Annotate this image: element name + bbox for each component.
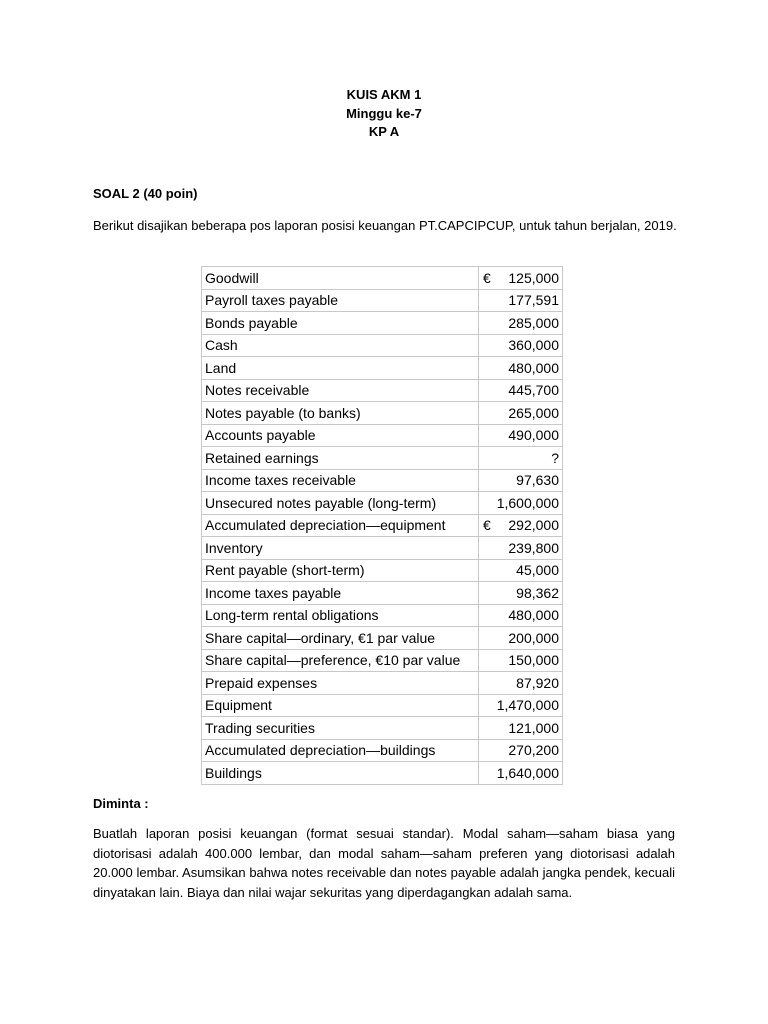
- amount-wrapper: [483, 517, 559, 533]
- table-row: [202, 604, 563, 627]
- item-name: Notes receivable: [202, 379, 479, 402]
- item-name: Unsecured notes payable (long-term): [202, 492, 479, 515]
- table-row: [202, 334, 563, 357]
- amount-wrapper: [483, 315, 559, 331]
- item-amount-cell: [479, 357, 563, 380]
- item-value: 285,000: [508, 314, 559, 331]
- item-amount-cell: [479, 559, 563, 582]
- table-row: [202, 267, 563, 290]
- table-row: [202, 559, 563, 582]
- table-row: [202, 357, 563, 380]
- item-value: 270,200: [508, 742, 559, 759]
- table-row: [202, 582, 563, 605]
- amount-wrapper: [483, 742, 559, 758]
- table-row: [202, 694, 563, 717]
- item-value: 292,000: [508, 517, 559, 534]
- amount-wrapper: [483, 562, 559, 578]
- item-name: Cash: [202, 334, 479, 357]
- item-value: 1,640,000: [496, 764, 559, 781]
- item-value: 200,000: [508, 629, 559, 646]
- item-amount-cell: [479, 469, 563, 492]
- item-value: 87,920: [516, 674, 559, 691]
- item-value: 97,630: [516, 472, 559, 489]
- item-amount-cell: [479, 582, 563, 605]
- table-row: [202, 447, 563, 470]
- item-amount-cell: [479, 492, 563, 515]
- item-value: 125,000: [508, 269, 559, 286]
- amount-wrapper: [483, 607, 559, 623]
- amount-wrapper: [483, 652, 559, 668]
- table-row: [202, 537, 563, 560]
- item-value: 265,000: [508, 404, 559, 421]
- item-name: Share capital—preference, €10 par value: [202, 649, 479, 672]
- item-value: 121,000: [508, 719, 559, 736]
- question-intro: Berikut disajikan beberapa pos laporan posisi keuangan PT.CAPCIPCUP, untuk tahun berjalan, 2019.: [93, 218, 677, 233]
- item-amount-cell: [479, 447, 563, 470]
- amount-wrapper: [483, 270, 559, 286]
- task-heading: Diminta :: [93, 796, 149, 811]
- item-name: Retained earnings: [202, 447, 479, 470]
- table-row: [202, 424, 563, 447]
- balance-items-table: [201, 266, 563, 785]
- quiz-week: Minggu ke-7: [346, 105, 422, 121]
- item-amount-cell: [479, 267, 563, 290]
- item-value: 360,000: [508, 337, 559, 354]
- item-amount-cell: [479, 379, 563, 402]
- item-name: Bonds payable: [202, 312, 479, 335]
- amount-wrapper: [483, 630, 559, 646]
- item-value: 150,000: [508, 652, 559, 669]
- amount-wrapper: [483, 405, 559, 421]
- item-name: Share capital—ordinary, €1 par value: [202, 627, 479, 650]
- item-amount-cell: [479, 424, 563, 447]
- item-name: Income taxes receivable: [202, 469, 479, 492]
- table-row: [202, 379, 563, 402]
- table-row: [202, 627, 563, 650]
- item-amount-cell: [479, 717, 563, 740]
- amount-wrapper: [483, 540, 559, 556]
- amount-wrapper: [483, 450, 559, 466]
- question-title: SOAL 2 (40 poin): [93, 186, 198, 201]
- table-row: [202, 739, 563, 762]
- table-row: [202, 492, 563, 515]
- item-name: Rent payable (short-term): [202, 559, 479, 582]
- item-amount-cell: [479, 672, 563, 695]
- item-value: ?: [551, 449, 559, 466]
- item-value: 1,600,000: [496, 494, 559, 511]
- item-name: Notes payable (to banks): [202, 402, 479, 425]
- table-row: [202, 312, 563, 335]
- amount-wrapper: [483, 292, 559, 308]
- amount-wrapper: [483, 495, 559, 511]
- amount-wrapper: [483, 720, 559, 736]
- item-amount-cell: [479, 334, 563, 357]
- quiz-header: [0, 86, 768, 142]
- table-row: [202, 762, 563, 785]
- item-name: Accumulated depreciation—equipment: [202, 514, 479, 537]
- item-value: 1,470,000: [496, 697, 559, 714]
- item-amount-cell: [479, 402, 563, 425]
- item-name: Equipment: [202, 694, 479, 717]
- item-name: Accounts payable: [202, 424, 479, 447]
- item-name: Accumulated depreciation—buildings: [202, 739, 479, 762]
- item-name: Inventory: [202, 537, 479, 560]
- item-value: 480,000: [508, 607, 559, 624]
- item-amount-cell: [479, 537, 563, 560]
- item-amount-cell: [479, 604, 563, 627]
- amount-wrapper: [483, 765, 559, 781]
- item-name: Income taxes payable: [202, 582, 479, 605]
- item-amount-cell: [479, 514, 563, 537]
- item-name: Land: [202, 357, 479, 380]
- table-row: [202, 672, 563, 695]
- table-row: [202, 514, 563, 537]
- item-amount-cell: [479, 627, 563, 650]
- amount-wrapper: [483, 360, 559, 376]
- task-body: Buatlah laporan posisi keuangan (format sesuai standar). Modal saham—saham biasa yang diotorisasi adalah 400.000 lembar, dan modal saham—saham preferen yang diotorisasi adalah 20.000 lembar. Asumsikan bahwa notes receivable dan notes payable adalah jangka pendek, kecuali dinyatakan lain. Biaya dan nilai wajar sekuritas yang diperdagangkan adalah sama.: [93, 826, 675, 900]
- item-value: 445,700: [508, 382, 559, 399]
- item-value: 239,800: [508, 539, 559, 556]
- amount-wrapper: [483, 675, 559, 691]
- balance-items-body: [202, 267, 563, 785]
- currency-symbol: €: [483, 517, 491, 534]
- item-name: Goodwill: [202, 267, 479, 290]
- item-value: 98,362: [516, 584, 559, 601]
- amount-wrapper: [483, 382, 559, 398]
- quiz-class: KP A: [368, 124, 400, 139]
- item-amount-cell: [479, 649, 563, 672]
- table-row: [202, 469, 563, 492]
- item-name: Prepaid expenses: [202, 672, 479, 695]
- item-name: Payroll taxes payable: [202, 289, 479, 312]
- item-value: 490,000: [508, 427, 559, 444]
- item-amount-cell: [479, 739, 563, 762]
- item-name: Long-term rental obligations: [202, 604, 479, 627]
- item-value: 480,000: [508, 359, 559, 376]
- amount-wrapper: [483, 337, 559, 353]
- currency-symbol: €: [483, 269, 491, 286]
- amount-wrapper: [483, 585, 559, 601]
- table-row: [202, 649, 563, 672]
- amount-wrapper: [483, 427, 559, 443]
- item-value: 177,591: [508, 292, 559, 309]
- item-value: 45,000: [516, 562, 559, 579]
- item-name: Trading securities: [202, 717, 479, 740]
- amount-wrapper: [483, 697, 559, 713]
- item-name: Buildings: [202, 762, 479, 785]
- table-row: [202, 402, 563, 425]
- quiz-title: KUIS AKM 1: [346, 87, 422, 102]
- item-amount-cell: [479, 762, 563, 785]
- table-row: [202, 717, 563, 740]
- amount-wrapper: [483, 472, 559, 488]
- item-amount-cell: [479, 312, 563, 335]
- table-row: [202, 289, 563, 312]
- item-amount-cell: [479, 289, 563, 312]
- item-amount-cell: [479, 694, 563, 717]
